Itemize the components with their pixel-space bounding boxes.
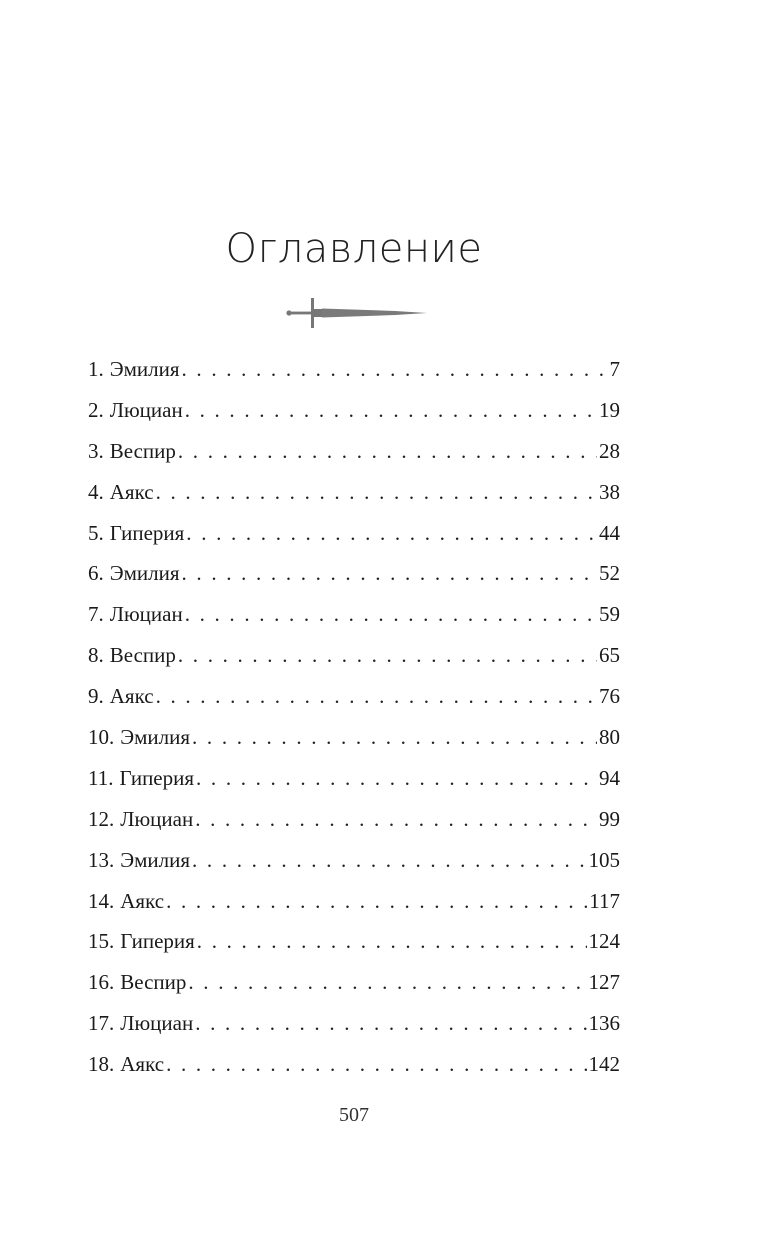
toc-entry[interactable] [88, 921, 620, 962]
chapter-title: Гиперия [109, 520, 185, 545]
chapter-page-number: 59 [599, 602, 620, 627]
chapter-number: 8. [88, 643, 104, 668]
chapter-title: Аякс [109, 684, 154, 709]
dot-leader [197, 921, 587, 962]
chapter-title: Веспир [120, 970, 187, 995]
chapter-page-number: 28 [599, 438, 620, 463]
chapter-number: 14. [88, 888, 115, 913]
chapter-number: 10. [88, 725, 115, 750]
chapter-page-number: 94 [599, 765, 620, 790]
chapter-number: 18. [88, 1052, 115, 1077]
toc-entry[interactable] [88, 594, 620, 635]
dot-leader [185, 390, 597, 431]
chapter-number: 13. [88, 847, 115, 872]
table-of-contents [88, 349, 620, 1085]
chapter-page-number: 38 [599, 479, 620, 504]
dot-leader [188, 962, 586, 1003]
sword-icon [285, 296, 431, 330]
dot-leader [178, 635, 597, 676]
toc-entry[interactable] [88, 962, 620, 1003]
toc-entry[interactable] [88, 717, 620, 758]
chapter-title: Веспир [109, 643, 176, 668]
toc-entry[interactable] [88, 799, 620, 840]
chapter-title: Эмилия [109, 561, 180, 586]
chapter-title: Люциан [109, 602, 183, 627]
chapter-page-number: 127 [588, 970, 620, 995]
toc-entry[interactable] [88, 431, 620, 472]
chapter-number: 6. [88, 561, 104, 586]
chapter-number: 12. [88, 806, 115, 831]
chapter-page-number: 80 [599, 725, 620, 750]
toc-entry[interactable] [88, 881, 620, 922]
dot-leader [182, 553, 597, 594]
dot-leader [195, 799, 597, 840]
chapter-number: 15. [88, 929, 115, 954]
dot-leader [192, 840, 586, 881]
dot-leader [182, 349, 608, 390]
chapter-title: Веспир [109, 438, 176, 463]
chapter-title: Люциан [120, 806, 194, 831]
dot-leader [195, 1003, 586, 1044]
dot-leader [185, 594, 597, 635]
dot-leader [192, 717, 597, 758]
chapter-page-number: 76 [599, 684, 620, 709]
dot-leader [156, 676, 597, 717]
chapter-page-number: 52 [599, 561, 620, 586]
chapter-title: Аякс [109, 479, 154, 504]
chapter-number: 16. [88, 970, 115, 995]
dot-leader [196, 758, 597, 799]
chapter-page-number: 19 [599, 397, 620, 422]
chapter-title: Эмилия [120, 725, 191, 750]
chapter-number: 9. [88, 684, 104, 709]
dot-leader [166, 881, 587, 922]
toc-entry[interactable] [88, 635, 620, 676]
chapter-number: 3. [88, 438, 104, 463]
chapter-title: Аякс [120, 1052, 165, 1077]
chapter-page-number: 105 [588, 847, 620, 872]
toc-entry[interactable] [88, 1003, 620, 1044]
dot-leader [186, 513, 597, 554]
page-title: Оглавление [225, 226, 483, 272]
dot-leader [178, 431, 597, 472]
chapter-page-number: 99 [599, 806, 620, 831]
chapter-number: 4. [88, 479, 104, 504]
dot-leader [156, 472, 597, 513]
dot-leader [166, 1044, 586, 1085]
chapter-number: 2. [88, 397, 104, 422]
chapter-title: Гиперия [119, 765, 195, 790]
toc-entry[interactable] [88, 840, 620, 881]
chapter-page-number: 136 [588, 1011, 620, 1036]
chapter-page-number: 142 [588, 1052, 620, 1077]
chapter-number: 11. [88, 765, 114, 790]
chapter-number: 7. [88, 602, 104, 627]
chapter-number: 17. [88, 1011, 115, 1036]
toc-entry[interactable] [88, 553, 620, 594]
chapter-title: Эмилия [120, 847, 191, 872]
toc-entry[interactable] [88, 758, 620, 799]
chapter-page-number: 7 [609, 357, 620, 381]
chapter-page-number: 124 [588, 929, 620, 954]
chapter-number: 5. [88, 520, 104, 545]
toc-entry[interactable] [88, 676, 620, 717]
chapter-number: 1. [88, 357, 104, 381]
toc-entry[interactable] [88, 349, 620, 390]
toc-entry[interactable] [88, 1044, 620, 1085]
toc-entry[interactable] [88, 390, 620, 431]
chapter-page-number: 117 [589, 888, 620, 913]
chapter-title: Люциан [109, 397, 183, 422]
chapter-page-number: 65 [599, 643, 620, 668]
chapter-title: Аякс [120, 888, 165, 913]
toc-entry[interactable] [88, 472, 620, 513]
chapter-title: Эмилия [109, 357, 180, 381]
chapter-title: Гиперия [120, 929, 195, 954]
chapter-page-number: 44 [599, 520, 620, 545]
chapter-title: Люциан [120, 1011, 194, 1036]
toc-entry[interactable] [88, 513, 620, 554]
page-number: 507 [339, 1104, 369, 1126]
